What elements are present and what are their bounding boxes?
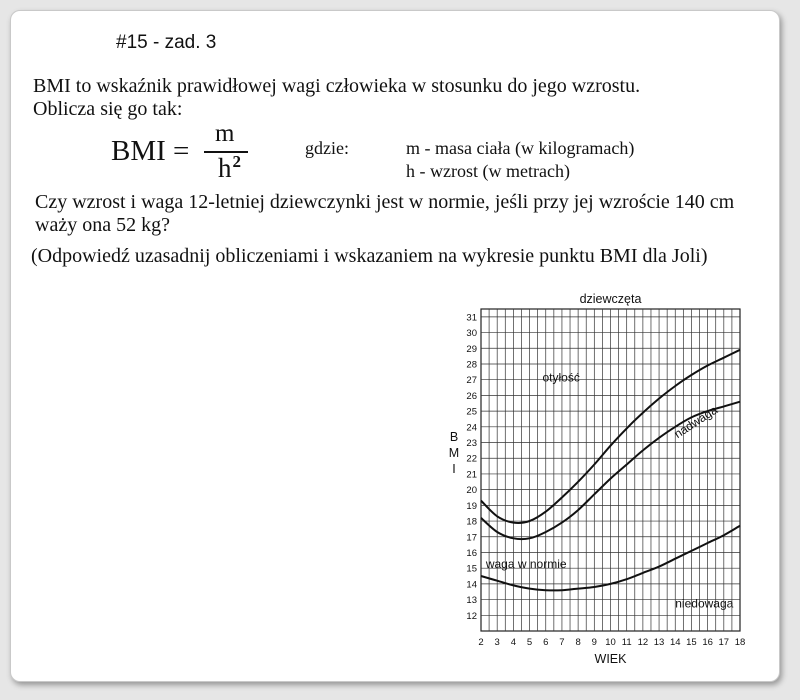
x-tick-label: 15: [686, 637, 697, 648]
x-tick-label: 3: [494, 637, 500, 648]
y-tick-label: 18: [466, 516, 477, 528]
formula-numerator: m: [215, 120, 235, 147]
y-tick-label: 24: [466, 422, 477, 434]
y-tick-label: 25: [466, 406, 477, 418]
y-tick-label: 28: [466, 359, 477, 371]
exercise-title: #15 - zad. 3: [116, 32, 217, 53]
chart-annotation: waga w normie: [485, 557, 567, 572]
y-axis-label-letter: M: [448, 446, 460, 460]
chart-annotation: otyłość: [542, 370, 580, 385]
y-tick-label: 30: [466, 328, 477, 340]
chart-annotation: niedowaga: [675, 596, 734, 611]
y-tick-label: 26: [466, 390, 477, 402]
x-tick-label: 14: [669, 637, 681, 648]
x-tick-label: 7: [559, 637, 565, 648]
x-tick-label: 8: [575, 637, 581, 648]
y-tick-label: 31: [466, 312, 477, 324]
x-tick-label: 12: [637, 637, 649, 648]
x-tick-label: 4: [510, 637, 517, 648]
answer-instruction: (Odpowiedź uzasadnij obliczeniami i wskazaniem na wykresie punktu BMI dla Joli): [31, 245, 708, 267]
bmi-chart: [11, 11, 779, 681]
x-tick-label: 10: [605, 637, 616, 648]
y-tick-label: 27: [466, 375, 477, 387]
y-tick-label: 17: [466, 532, 477, 544]
y-tick-label: 14: [466, 579, 477, 591]
y-tick-label: 22: [466, 453, 477, 465]
y-axis-label-letter: I: [452, 462, 456, 476]
y-tick-label: 16: [466, 547, 477, 559]
y-tick-label: 20: [466, 485, 477, 497]
formula-where-m: m - masa ciała (w kilogramach): [406, 138, 635, 158]
x-tick-label: 11: [621, 637, 632, 648]
intro-line-1: BMI to wskaźnik prawidłowej wagi człowieka w stosunku do jego wzrostu.: [33, 75, 641, 97]
y-axis-label-letter: B: [449, 430, 459, 444]
formula-denominator-base: h: [218, 153, 232, 183]
x-tick-label: 5: [526, 637, 533, 648]
x-tick-label: 13: [653, 637, 665, 648]
x-tick-label: 9: [591, 637, 597, 648]
question-line-1: Czy wzrost i waga 12-letniej dziewczynki jest w normie, jeśli przy jej wzroście 140 cm: [35, 191, 735, 213]
y-tick-label: 19: [466, 500, 477, 512]
exercise-card: [10, 10, 780, 682]
formula-lhs: BMI =: [111, 135, 190, 167]
y-tick-label: 29: [466, 343, 477, 355]
y-tick-label: 13: [466, 595, 477, 607]
y-tick-label: 12: [466, 610, 477, 622]
y-tick-label: 15: [466, 563, 477, 575]
x-tick-label: 17: [718, 637, 730, 648]
x-tick-label: 2: [478, 637, 484, 648]
x-axis-label: WIEK: [594, 652, 627, 666]
intro-line-2: Oblicza się go tak:: [33, 98, 183, 120]
x-tick-label: 6: [543, 637, 549, 648]
y-tick-label: 23: [466, 438, 477, 450]
formula-where-h: h - wzrost (w metrach): [406, 161, 570, 181]
question-line-2: waży ona 52 kg?: [35, 214, 170, 236]
x-tick-label: 18: [734, 637, 746, 648]
formula-denominator-exponent: 2: [232, 152, 241, 171]
chart-annotation: nadwaga: [671, 402, 720, 442]
formula-where-label: gdzie:: [305, 138, 349, 158]
chart-title: dziewczęta: [579, 292, 642, 306]
x-tick-label: 16: [702, 637, 713, 648]
y-tick-label: 21: [466, 469, 477, 481]
